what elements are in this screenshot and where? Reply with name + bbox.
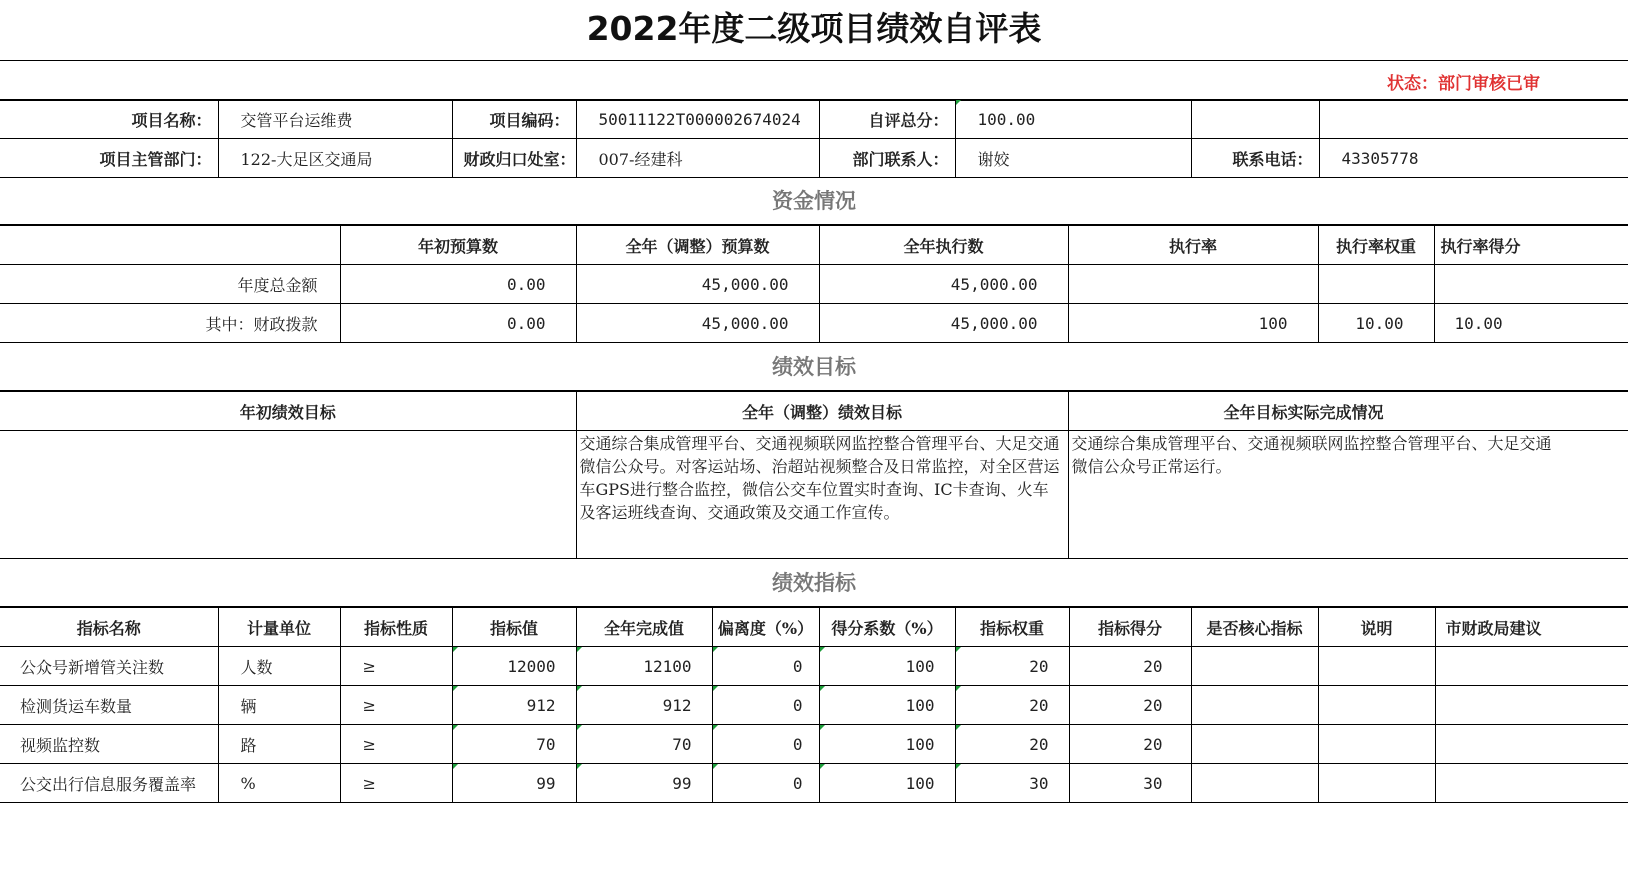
ind-unit-cell[interactable]: 路	[218, 725, 340, 764]
ind-note-cell[interactable]	[1318, 647, 1435, 686]
section-goals: 绩效目标	[0, 342, 1628, 391]
ind-nature-cell[interactable]: ≥	[340, 725, 452, 764]
ind-nature-cell[interactable]: ≥	[340, 764, 452, 803]
dept-label: 项目主管部门：	[0, 139, 218, 178]
ind-header-deviation: 偏离度（%）	[712, 608, 819, 647]
ind-name-cell[interactable]: 检测货运车数量	[0, 686, 218, 725]
ind-score-cell[interactable]: 20	[1069, 686, 1191, 725]
funds-weight-cell[interactable]: 10.00	[1318, 304, 1434, 343]
ind-coef-cell[interactable]: 100	[819, 686, 955, 725]
ind-core-cell[interactable]	[1191, 725, 1318, 764]
table-row	[0, 725, 1628, 764]
ind-unit-cell[interactable]: 人数	[218, 647, 340, 686]
funds-table	[0, 225, 1628, 343]
funds-score-cell[interactable]	[1434, 265, 1628, 304]
contact-cell[interactable]: 谢姣	[955, 139, 1191, 178]
table-row	[0, 764, 1628, 803]
ind-actual-cell[interactable]: 99	[576, 764, 712, 803]
ind-suggestion-cell[interactable]	[1435, 764, 1628, 803]
project-info-table	[0, 99, 1628, 178]
ind-target-cell[interactable]: 99	[452, 764, 576, 803]
score-cell[interactable]: 100.00	[955, 100, 1191, 139]
funds-header-adjusted: 全年（调整）预算数	[576, 226, 819, 265]
score-label: 自评总分：	[819, 100, 955, 139]
funds-header-score: 执行率得分	[1434, 226, 1628, 265]
ind-header-coef: 得分系数（%）	[819, 608, 955, 647]
ind-header-core: 是否核心指标	[1191, 608, 1318, 647]
ind-note-cell[interactable]	[1318, 686, 1435, 725]
funds-row-label: 年度总金额	[0, 265, 340, 304]
goals-header-actual: 全年目标实际完成情况	[1068, 392, 1628, 431]
ind-coef-cell[interactable]: 100	[819, 725, 955, 764]
ind-core-cell[interactable]	[1191, 647, 1318, 686]
status-row	[0, 60, 1628, 101]
funds-score-cell[interactable]: 10.00	[1434, 304, 1628, 343]
funds-weight-cell[interactable]	[1318, 265, 1434, 304]
ind-header-name: 指标名称	[0, 608, 218, 647]
ind-score-cell[interactable]: 20	[1069, 647, 1191, 686]
project-code-label: 项目编码：	[452, 100, 576, 139]
ind-target-cell[interactable]: 912	[452, 686, 576, 725]
ind-deviation-cell[interactable]: 0	[712, 686, 819, 725]
ind-target-cell[interactable]: 12000	[452, 647, 576, 686]
funds-rate-cell[interactable]: 100	[1068, 304, 1318, 343]
table-row	[0, 647, 1628, 686]
project-name-cell[interactable]: 交管平台运维费	[218, 100, 452, 139]
table-row	[0, 265, 1628, 304]
ind-header-note: 说明	[1318, 608, 1435, 647]
contact-label: 部门联系人：	[819, 139, 955, 178]
ind-deviation-cell[interactable]: 0	[712, 647, 819, 686]
empty-cell[interactable]	[1191, 100, 1319, 139]
office-cell[interactable]: 007-经建科	[576, 139, 819, 178]
table-row	[0, 686, 1628, 725]
project-name-label: 项目名称：	[0, 100, 218, 139]
ind-target-cell[interactable]: 70	[452, 725, 576, 764]
ind-suggestion-cell[interactable]	[1435, 725, 1628, 764]
section-indicators: 绩效指标	[0, 557, 1628, 607]
ind-note-cell[interactable]	[1318, 764, 1435, 803]
ind-score-cell[interactable]: 30	[1069, 764, 1191, 803]
funds-initial-cell[interactable]: 0.00	[340, 265, 576, 304]
ind-coef-cell[interactable]: 100	[819, 647, 955, 686]
ind-unit-cell[interactable]: %	[218, 764, 340, 803]
funds-executed-cell[interactable]: 45,000.00	[819, 265, 1068, 304]
office-label: 财政归口处室：	[452, 139, 576, 178]
phone-label: 联系电话：	[1191, 139, 1319, 178]
ind-name-cell[interactable]: 视频监控数	[0, 725, 218, 764]
ind-weight-cell[interactable]: 20	[955, 686, 1069, 725]
ind-weight-cell[interactable]: 20	[955, 725, 1069, 764]
funds-header-rate: 执行率	[1068, 226, 1318, 265]
ind-name-cell[interactable]: 公众号新增管关注数	[0, 647, 218, 686]
goals-initial-cell[interactable]	[0, 431, 576, 559]
goals-header-adjusted: 全年（调整）绩效目标	[576, 392, 1068, 431]
empty-cell[interactable]	[1319, 100, 1628, 139]
ind-weight-cell[interactable]: 20	[955, 647, 1069, 686]
goals-actual-cell[interactable]: 交通综合集成管理平台、交通视频联网监控整合管理平台、大足交通微信公众号正常运行。	[1068, 431, 1628, 559]
ind-core-cell[interactable]	[1191, 686, 1318, 725]
ind-unit-cell[interactable]: 辆	[218, 686, 340, 725]
indicators-table	[0, 607, 1628, 803]
goals-adjusted-cell[interactable]: 交通综合集成管理平台、交通视频联网监控整合管理平台、大足交通微信公众号。对客运站场、治超站视频整合及日常监控，对全区营运车GPS进行整合监控，微信公交车位置实时查询、IC卡查询、火车及客运班线查询、交通政策及交通工作宣传。	[576, 431, 1068, 559]
ind-name-cell[interactable]: 公交出行信息服务覆盖率	[0, 764, 218, 803]
dept-cell[interactable]: 122-大足区交通局	[218, 139, 452, 178]
section-funds: 资金情况	[0, 177, 1628, 225]
ind-deviation-cell[interactable]: 0	[712, 764, 819, 803]
phone-cell[interactable]: 43305778	[1319, 139, 1628, 178]
ind-header-nature: 指标性质	[340, 608, 452, 647]
ind-actual-cell[interactable]: 912	[576, 686, 712, 725]
ind-score-cell[interactable]: 20	[1069, 725, 1191, 764]
ind-coef-cell[interactable]: 100	[819, 764, 955, 803]
funds-executed-cell[interactable]: 45,000.00	[819, 304, 1068, 343]
ind-header-unit: 计量单位	[218, 608, 340, 647]
ind-header-actual: 全年完成值	[576, 608, 712, 647]
funds-adjusted-cell[interactable]: 45,000.00	[576, 304, 819, 343]
table-row	[0, 304, 1628, 343]
funds-corner-cell	[0, 226, 340, 265]
page-title: 2022年度二级项目绩效自评表	[0, 0, 1628, 61]
status-badge: 状态：部门审核已审	[1387, 74, 1540, 94]
funds-row-label: 其中：财政拨款	[0, 304, 340, 343]
funds-rate-cell[interactable]	[1068, 265, 1318, 304]
ind-suggestion-cell[interactable]	[1435, 686, 1628, 725]
funds-header-executed: 全年执行数	[819, 226, 1068, 265]
ind-header-target: 指标值	[452, 608, 576, 647]
funds-initial-cell[interactable]: 0.00	[340, 304, 576, 343]
project-code-cell[interactable]: 50011122T000002674024	[576, 100, 819, 139]
ind-header-weight: 指标权重	[955, 608, 1069, 647]
ind-nature-cell[interactable]: ≥	[340, 686, 452, 725]
ind-actual-cell[interactable]: 12100	[576, 647, 712, 686]
funds-adjusted-cell[interactable]: 45,000.00	[576, 265, 819, 304]
ind-suggestion-cell[interactable]	[1435, 647, 1628, 686]
funds-header-weight: 执行率权重	[1318, 226, 1434, 265]
funds-header-initial: 年初预算数	[340, 226, 576, 265]
ind-core-cell[interactable]	[1191, 764, 1318, 803]
ind-deviation-cell[interactable]: 0	[712, 725, 819, 764]
goals-header-initial: 年初绩效目标	[0, 392, 576, 431]
ind-nature-cell[interactable]: ≥	[340, 647, 452, 686]
goals-table	[0, 391, 1628, 559]
ind-note-cell[interactable]	[1318, 725, 1435, 764]
ind-weight-cell[interactable]: 30	[955, 764, 1069, 803]
ind-header-suggestion: 市财政局建议	[1435, 608, 1628, 647]
ind-actual-cell[interactable]: 70	[576, 725, 712, 764]
ind-header-score: 指标得分	[1069, 608, 1191, 647]
